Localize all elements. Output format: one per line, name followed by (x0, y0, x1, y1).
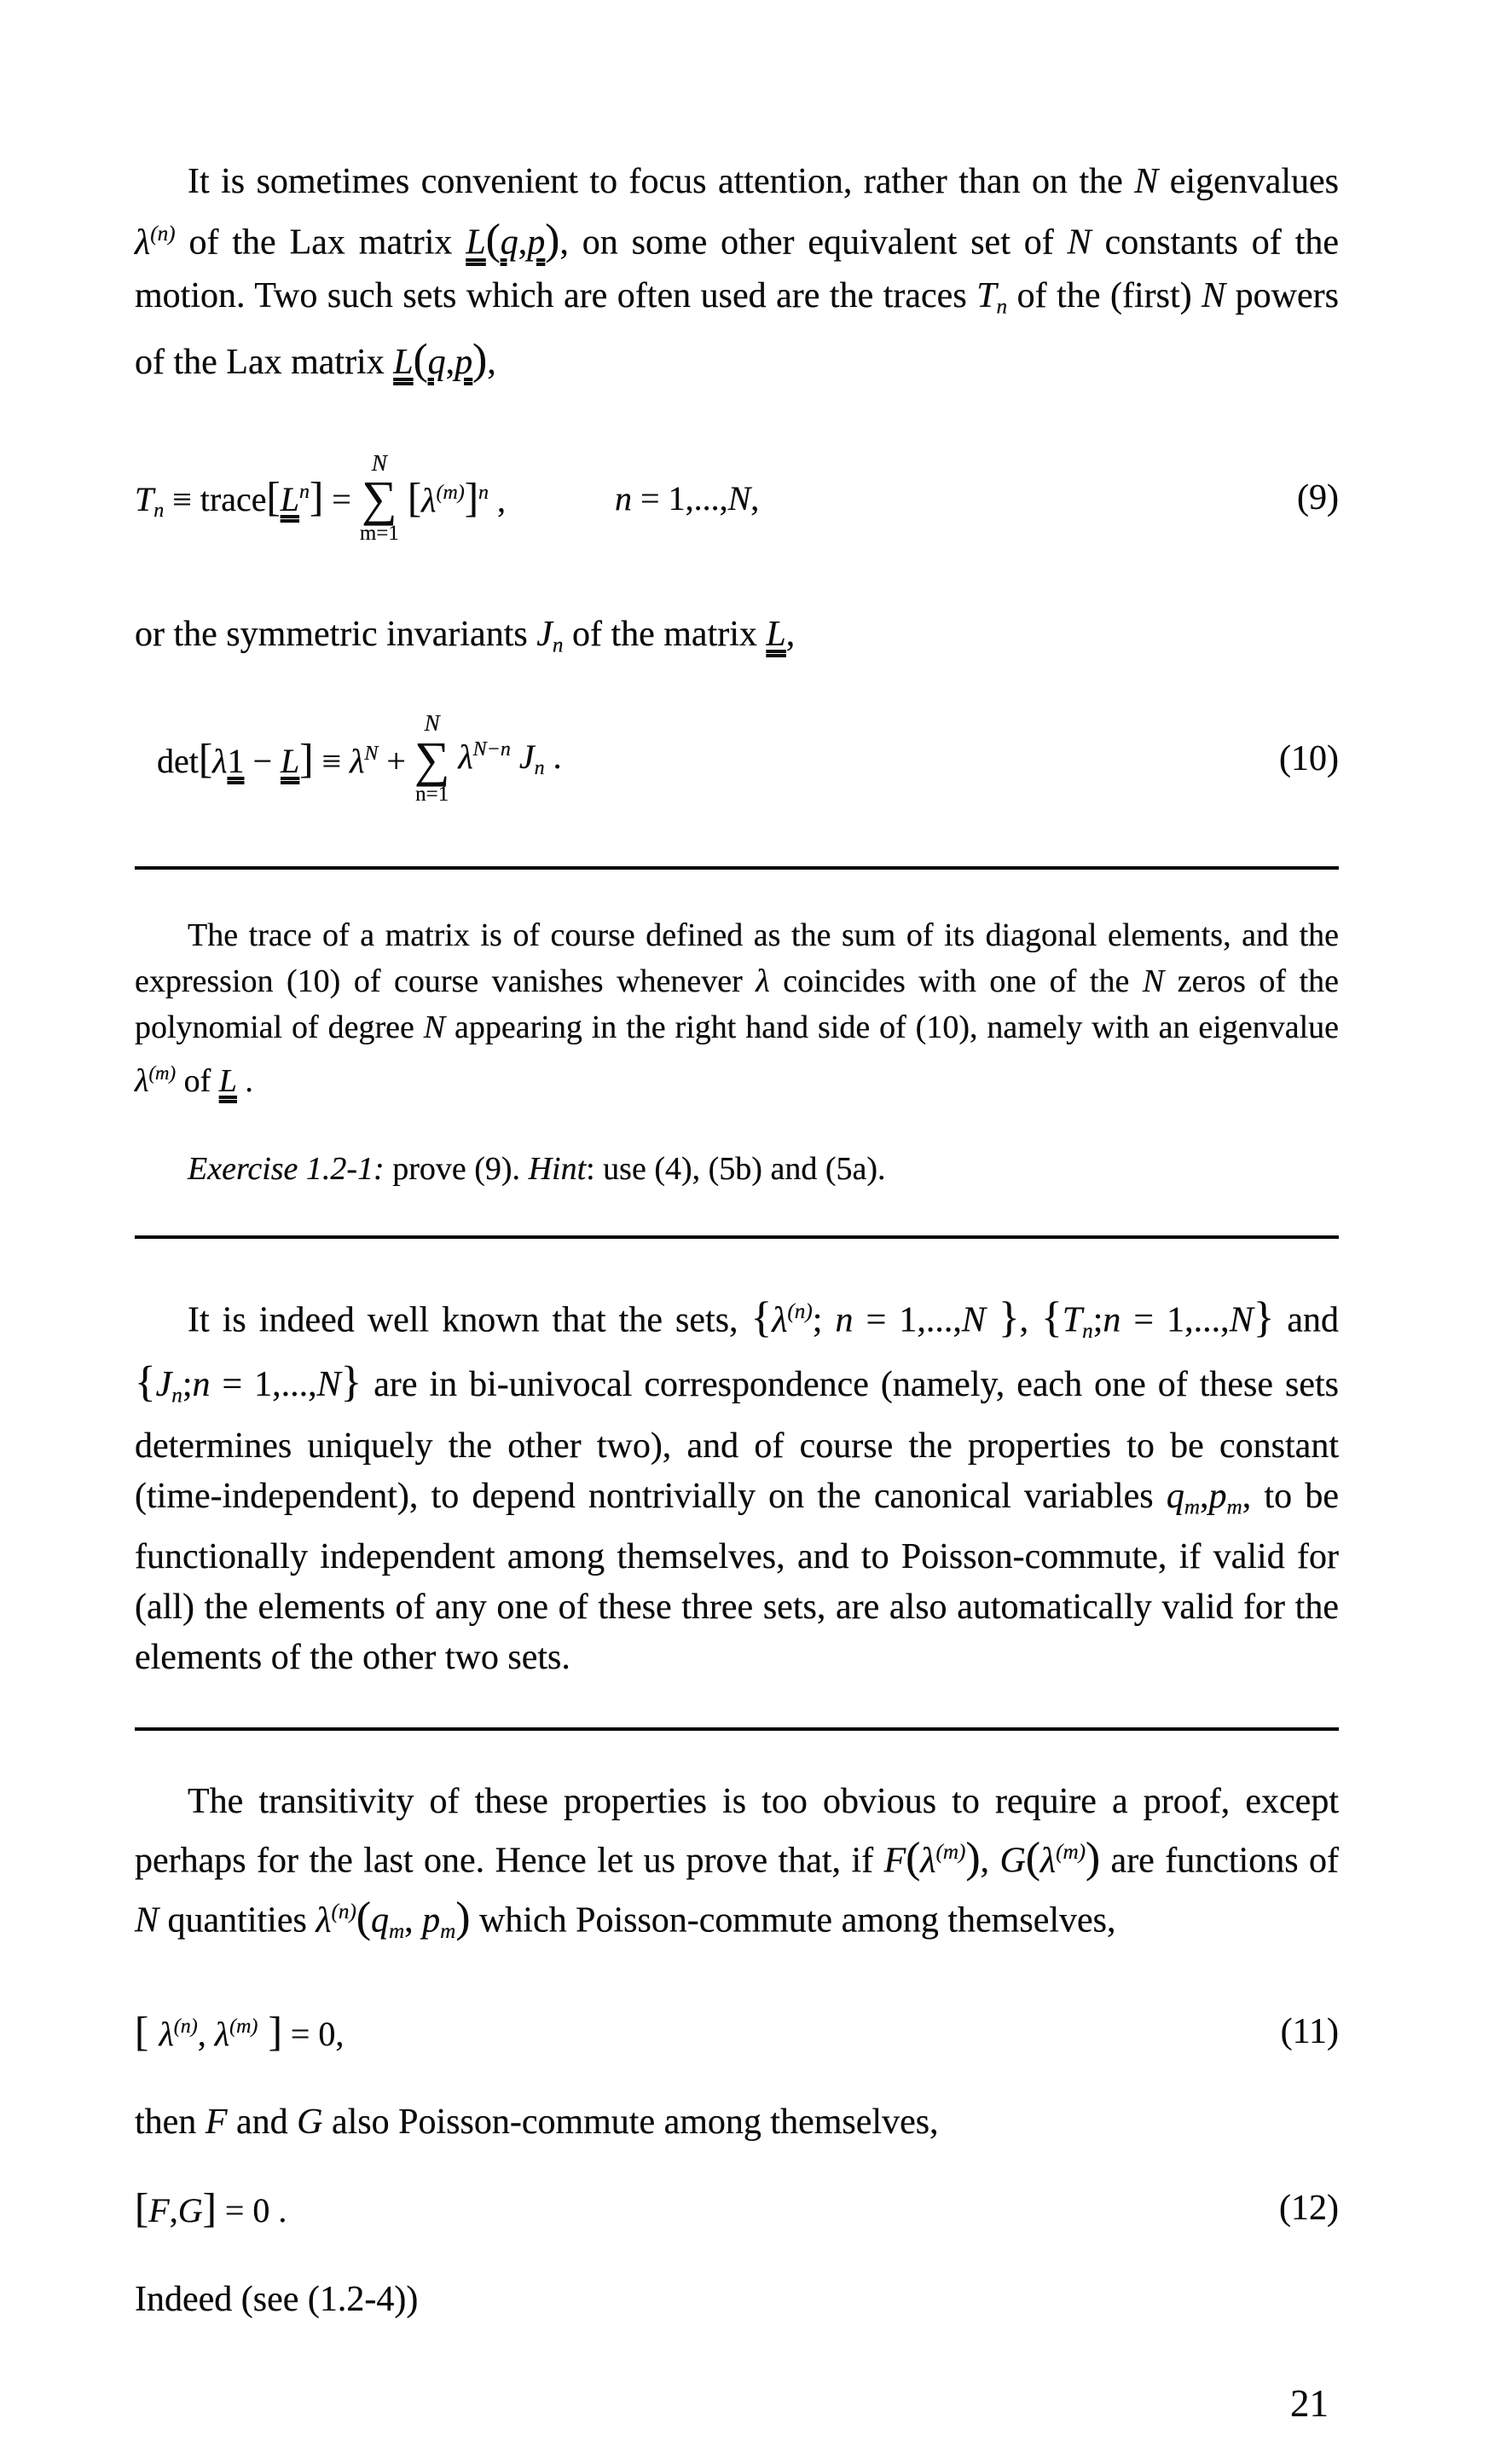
page-number: 21 (1290, 2381, 1329, 2425)
equation-9-body (135, 451, 1297, 546)
summation-upper-limit: N (424, 710, 440, 737)
equation-11-body (135, 2008, 1281, 2056)
summation-symbol (414, 711, 449, 806)
equation-10 (135, 711, 1339, 807)
paragraph-intro: It is sometimes convenient to focus attention, rather than on the N eigenvalues $\lambda^{(n)}$ of the Lax matrix L(q,p), on some other equivalent set of N constants of the motion. Two such sets which are often used are the traces Tn of the (first) N powers of the Lax matrix L(q,p), (135, 162, 1340, 385)
summation-lower-limit: n=1 (415, 782, 449, 806)
equation-9-lhs: $Tn \equiv trace[L^n]$ = (135, 474, 351, 523)
equation-number-11: (11) (1280, 2011, 1339, 2051)
equation-11 (135, 1998, 1339, 2066)
equation-12 (135, 2178, 1339, 2238)
paragraph-trace-definition: The trace of a matrix is of course defined as the sum of its diagonal elements, and the expression (10) of course vanishes whenever λ coincides with one of the N zeros of the polynomial of degree N appearing in the right hand side of (10), namely with an eigenvalue $\lambda^{(m)}$ of L . (135, 917, 1339, 1099)
sigma-icon: ∑ (362, 471, 397, 527)
divider-rule-2 (135, 1235, 1339, 1239)
equation-9 (135, 450, 1339, 546)
exercise-line: Exercise 1.2-1: prove (9). Hint: use (4), (5b) and (5a). (188, 1150, 886, 1187)
divider-rule-3 (135, 1727, 1339, 1731)
summation-symbol (360, 451, 399, 546)
paragraph-bi-univocal: It is indeed well known that the sets, {$\lambda^{(n)}$; n = 1,...,N }, {Tn;n = 1,...,N} and {Jn;n = 1,...,N} are in bi-univocal correspondence (namely, each one of these sets determines uniquely the other two), and of course the properties to be constant (time-independent), to depend nontrivially on the canonical variables qm,pm, to be functionally independent among themselves, and to Poisson-commute, if valid for (all) the elements of any one of these three sets, are also automatically valid for the elements of the other two sets. (135, 1293, 1340, 1678)
equation-10-lhs: $\det[\lambda 1 - L] \equiv \lambda^N$ + (157, 735, 406, 782)
equation-11-expression: [ $\lambda^{(n)}$, $\lambda^{(m)}$ ] = 0, (135, 2008, 345, 2055)
equation-12-expression: [F,G] = 0 . (135, 2184, 287, 2231)
equation-number-9: (9) (1297, 478, 1339, 518)
equation-10-rhs: $\lambda^{N-n}$ Jn . (458, 737, 562, 780)
equation-number-12: (12) (1279, 2188, 1339, 2228)
paragraph-transitivity: The transitivity of these properties is too obvious to require a proof, except perhaps for the last one. Hence let us prove that, if $F(\lambda^{(m)})$, $G(\lambda^{(m)})$ are functions of N quantities $\lambda^{(n)}(qm$, pm) which Poisson-commute among themselves, (135, 1782, 1339, 1943)
divider-rule-1 (135, 866, 1339, 870)
summation-upper-limit: N (371, 449, 387, 476)
equation-number-10: (10) (1279, 738, 1339, 778)
equation-9-rhs: $[\lambda^{(m)}]^n$ , (407, 475, 507, 522)
sigma-icon: ∑ (414, 731, 450, 787)
equation-12-body (135, 2184, 1279, 2232)
connector-text-then: then F and G also Poisson-commute among themselves, (135, 2102, 939, 2142)
equation-10-body (157, 711, 1279, 806)
connector-text-indeed: Indeed (see (1.2-4)) (135, 2279, 419, 2319)
equation-9-condition: n = 1,...,N, (615, 478, 760, 518)
summation-lower-limit: m=1 (359, 522, 399, 546)
connector-text-or: or the symmetric invariants Jn of the matrix L, (135, 615, 796, 657)
